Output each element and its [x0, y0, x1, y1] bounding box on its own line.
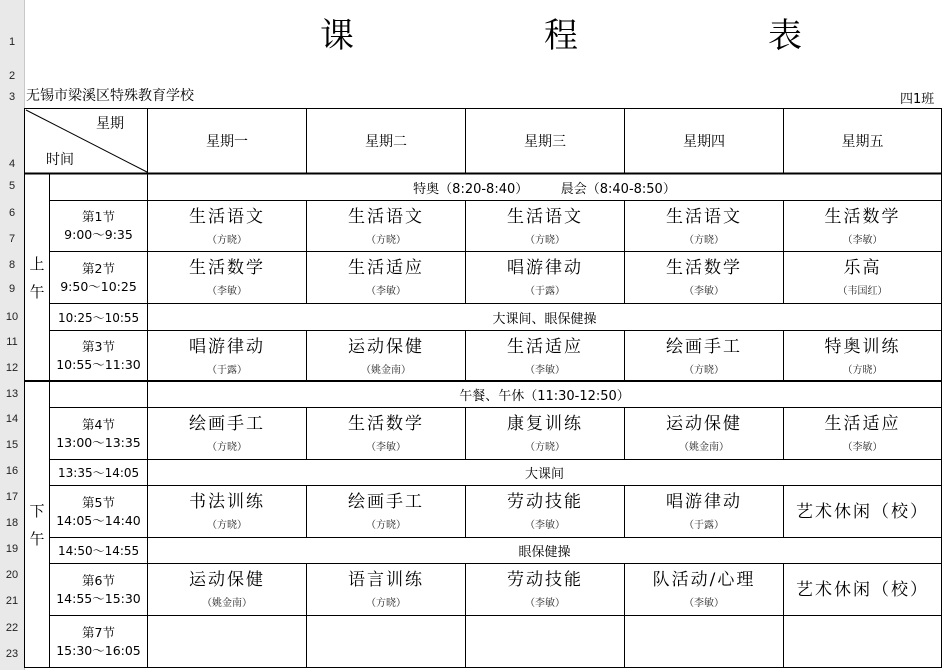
school-name: 无锡市梁溪区特殊教育学校 — [26, 88, 194, 104]
period-name: 第2节 — [82, 260, 115, 276]
subject-name: 绘画手工 — [189, 414, 265, 434]
subject-name: 书法训练 — [189, 492, 265, 512]
subject-name: 生活语文 — [666, 206, 742, 227]
day-header-thu: 星期四 — [683, 134, 725, 150]
teacher-name: （李敏） — [842, 234, 883, 246]
class-name: 四1班 — [900, 92, 935, 107]
row-number: 23 — [5, 648, 19, 660]
period-name: 第3节 — [82, 339, 115, 354]
subject-name: 生活适应 — [348, 258, 424, 278]
subject-name: 生活数学 — [348, 414, 424, 434]
subject-name: 生活数学 — [189, 258, 265, 278]
teacher-name: （李敏） — [525, 364, 565, 376]
afternoon-label: 下 午 — [29, 501, 45, 548]
subject-name: 艺术休闲（校） — [796, 579, 929, 600]
teacher-name: （李敏） — [684, 286, 724, 297]
period-time: 9:50～10:25 — [60, 278, 137, 294]
period-name: 第4节 — [82, 416, 115, 432]
row-number: 20 — [5, 569, 19, 581]
row-number: 6 — [8, 207, 16, 219]
period-time: 15:30～16:05 — [56, 642, 141, 658]
row-number: 22 — [5, 622, 19, 634]
subject-name: 运动保健 — [666, 414, 742, 434]
period-time: 14:55～15:30 — [56, 590, 141, 606]
subject-name: 生活语文 — [507, 206, 583, 227]
subject-name: 生活适应 — [824, 414, 901, 434]
teacher-name: （姚金南） — [679, 442, 729, 453]
day-header-mon: 星期一 — [206, 134, 248, 150]
row-number: 5 — [8, 180, 16, 192]
subject-name: 生活语文 — [189, 206, 265, 227]
subject-name: 运动保健 — [189, 570, 265, 590]
row-number: 15 — [5, 439, 19, 451]
period-name: 第7节 — [82, 624, 115, 640]
row-number: 14 — [5, 413, 19, 425]
period-time: 9:00～9:35 — [64, 227, 133, 242]
morning-activities-banner: 特奥（8:20-8:40） 晨会（8:40-8:50） — [413, 182, 676, 197]
row-number: 1 — [8, 36, 16, 48]
subject-name: 乐高 — [843, 258, 882, 278]
subject-name: 绘画手工 — [348, 492, 424, 512]
day-header-wed: 星期三 — [524, 134, 566, 150]
period-time: 10:55～11:30 — [56, 357, 141, 372]
teacher-name: （方晓） — [684, 234, 724, 246]
teacher-name: （方晓） — [366, 234, 406, 246]
row-number: 16 — [5, 465, 19, 477]
row-number: 11 — [6, 336, 18, 348]
break3-time: 14:50～14:55 — [58, 544, 140, 558]
row-number: 21 — [5, 595, 19, 607]
row-number: 4 — [8, 158, 16, 170]
break2-banner: 大课间 — [524, 467, 564, 482]
subject-name: 唱游律动 — [189, 336, 265, 357]
break3-banner: 眼保健操 — [518, 545, 571, 560]
break1-time: 10:25～10:55 — [58, 311, 140, 325]
day-header-fri: 星期五 — [841, 134, 884, 150]
row-number: 2 — [8, 70, 16, 82]
subject-name: 劳动技能 — [507, 570, 583, 590]
teacher-name: （李敏） — [525, 520, 565, 531]
teacher-name: （李敏） — [525, 598, 565, 609]
period-name: 第5节 — [82, 494, 115, 510]
period-time: 14:05～14:40 — [56, 512, 141, 528]
teacher-name: （方晓） — [366, 598, 406, 609]
teacher-name: （方晓） — [207, 442, 247, 453]
row-number: 19 — [5, 543, 19, 555]
subject-name: 唱游律动 — [666, 492, 742, 512]
corner-header-day: 星期 — [96, 116, 124, 132]
page-title: 课 程 表 — [320, 16, 880, 56]
period-time: 13:00～13:35 — [56, 434, 141, 450]
subject-name: 语言训练 — [348, 570, 424, 590]
subject-name: 队活动/心理 — [652, 570, 756, 590]
subject-name: 绘画手工 — [666, 336, 742, 357]
break1-banner: 大课间、眼保健操 — [492, 312, 597, 327]
row-number: 17 — [5, 491, 19, 503]
teacher-name: （姚金南） — [202, 598, 252, 609]
day-header-tue: 星期二 — [365, 134, 407, 150]
row-number: 3 — [8, 91, 16, 103]
teacher-name: （方晓） — [366, 520, 406, 531]
subject-name: 康复训练 — [507, 414, 583, 434]
row-number: 18 — [5, 517, 19, 529]
subject-name: 劳动技能 — [507, 492, 583, 512]
row-number: 12 — [5, 362, 19, 374]
teacher-name: （李敏） — [207, 286, 247, 297]
teacher-name: （于露） — [684, 520, 724, 531]
row-number: 13 — [5, 388, 19, 400]
teacher-name: （方晓） — [207, 520, 247, 531]
teacher-name: （于露） — [525, 286, 565, 297]
subject-name: 生活适应 — [507, 336, 583, 357]
row-number: 8 — [8, 259, 16, 271]
subject-name: 生活数学 — [824, 206, 901, 227]
subject-name: 特奥训练 — [824, 336, 901, 357]
lunch-banner: 午餐、午休（11:30-12:50） — [459, 389, 630, 404]
teacher-name: （李敏） — [684, 598, 724, 609]
subject-name: 唱游律动 — [507, 258, 583, 278]
row-number: 9 — [8, 283, 16, 295]
teacher-name: （方晓） — [684, 364, 724, 376]
teacher-name: （于露） — [207, 364, 247, 376]
subject-name: 生活数学 — [666, 258, 742, 278]
teacher-name: （方晓） — [207, 234, 247, 246]
row-number: 10 — [5, 311, 19, 323]
teacher-name: （方晓） — [842, 364, 883, 376]
teacher-name: （李敏） — [366, 442, 406, 453]
morning-label: 上 午 — [29, 254, 45, 301]
teacher-name: （李敏） — [366, 286, 406, 297]
corner-header-time: 时间 — [46, 152, 74, 168]
period-name: 第1节 — [82, 209, 115, 224]
teacher-name: （方晓） — [525, 442, 565, 453]
period-name: 第6节 — [82, 572, 115, 588]
teacher-name: （方晓） — [525, 234, 565, 246]
row-number: 7 — [8, 233, 16, 245]
teacher-name: （姚金南） — [361, 364, 411, 376]
subject-name: 艺术休闲（校） — [796, 501, 929, 522]
subject-name: 运动保健 — [348, 336, 424, 357]
teacher-name: （李敏） — [842, 442, 883, 453]
teacher-name: （韦国红） — [837, 286, 888, 297]
break2-time: 13:35～14:05 — [58, 466, 140, 480]
subject-name: 生活语文 — [348, 206, 424, 227]
